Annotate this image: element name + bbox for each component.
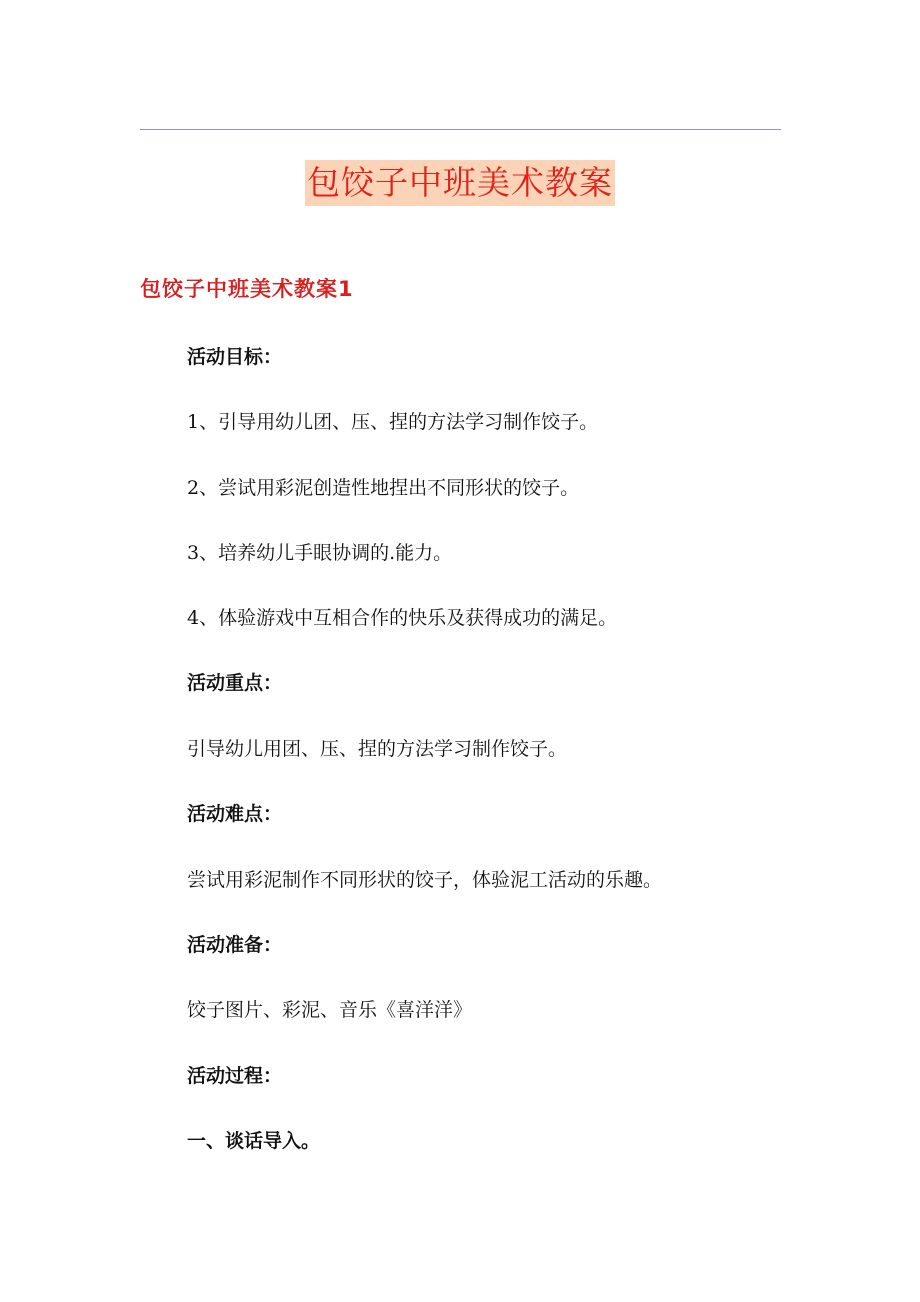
title-container [0, 160, 920, 206]
goal-item-2: 2、尝试用彩泥创造性地捏出不同形状的饺子。 [187, 477, 580, 499]
preparation-text: 饺子图片、彩泥、音乐《喜洋洋》 [187, 999, 473, 1021]
difficulty-text: 尝试用彩泥制作不同形状的饺子，体验泥工活动的乐趣。 [187, 869, 663, 891]
section-heading: 包饺子中班美术教案1 [140, 277, 354, 301]
goal-item-4: 4、体验游戏中互相合作的快乐及获得成功的满足。 [187, 607, 618, 629]
difficulty-heading: 活动难点： [187, 803, 283, 825]
goal-item-1: 1、引导用幼儿团、压、捏的方法学习制作饺子。 [187, 411, 599, 433]
preparation-heading: 活动准备： [187, 934, 283, 956]
key-points-text: 引导幼儿用团、压、捏的方法学习制作饺子。 [187, 738, 568, 760]
header-rule [140, 129, 781, 130]
process-heading: 活动过程： [187, 1065, 283, 1087]
step-one: 一、谈话导入。 [187, 1130, 321, 1152]
document-title: 包饺子中班美术教案 [305, 160, 615, 206]
goals-heading: 活动目标： [187, 346, 283, 368]
key-points-heading: 活动重点： [187, 672, 283, 694]
goal-item-3: 3、培养幼儿手眼协调的.能力。 [187, 542, 453, 564]
